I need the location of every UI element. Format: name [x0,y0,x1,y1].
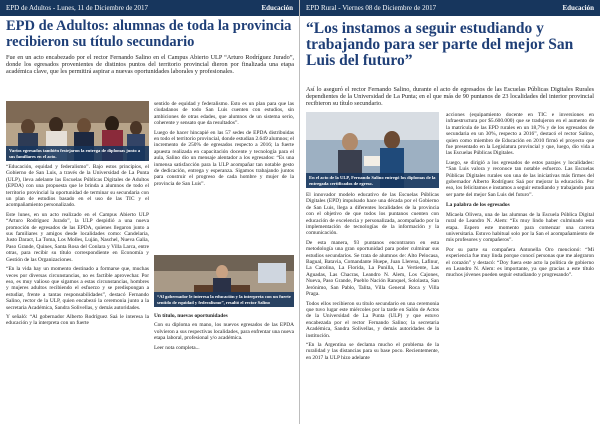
left-header-section: Educación [261,4,293,12]
left-col1-paragraph: Este lunes, en un acto realizado en el Campus Abierto ULP “Arturo Rodríguez Jurado”, la ULP despidió a una nueva promoción de egresados de las EPDA, quienes llegaron junto a sus familiares y amigos desde localidades como: Candelaria, Justo Daract, La Toma, Los Molles, Luján, Naschel, Nueva Galia, Paso Grande, Quines, Santa Rosa del Conlara y Villa Larca, entre otras, para recibir su título correspondiente en Economía y Gestión de las Organizaciones. [6,211,149,263]
left-column-2 [154,101,294,253]
left-article-title: EPD de Adultos: alumnas de toda la provincia recibieron su título secundario [6,18,292,50]
right-subheading: La palabra de los egresados [446,202,510,209]
right-col1-paragraph: Todos ellos recibieron su título secundario en una ceremonia que tuvo lugar este miércoles por la tarde en Salón de Actos de la Universidad de La Punta (ULP) y que estuvo encabezada por el rector Fernando Salino; la secretaria Académica, Sandra Solivellas, y demás autoridades de la institución. [306,300,439,339]
right-column-2 [446,112,594,422]
right-page [300,0,600,424]
right-col2b-paragraph: Por su parte su compañera Antonella Oro mencionó: “Mi experiencia fue muy linda porque conocí personas que me alegraron el corazón” y destacó: “Doy fuera este acto la política de gobierno en Leandro N. Alem: es importante, ya que gracias a este título muchos jóvenes pueden seguir estudiando y progresando”. [446,246,594,279]
right-article-title: “Los instamos a seguir estudiando y trabajando para ser parte del mejor San Luis del futuro” [306,20,574,69]
left-photo2-caption: “Al gobernador le interesa la educación y la interpreta con un fuerte sentido de equidad y federalismo”, resaltó el rector Salino [154,292,294,307]
right-header-section: Educación [562,4,594,12]
right-column-1 [306,192,439,422]
right-photo-caption: En el acto de la ULP, Fernando Salino entregó los diplomas de la entregada certificados de egreso. [306,173,439,188]
left-photo-graduates [6,101,149,161]
left-column-2b [154,309,294,422]
right-article-lead: Así lo aseguró el rector Fernando Salino, durante el acto de egresados de las Escuelas Públicas Digitales Rurales dependientes de la Universidad de La Punta; en el que más de 90 puntanos de 23 localidades del interior provincial recibieron su título secundario. [306,86,594,108]
left-col2-paragraph: Luego de hacer hincapié en las 57 sedes de EPDA distribuidas en todo el territorio provincial, donde estudian 2.649 alumnos; el incremento de 250% de egresados respecto a 2016; la fuerte apuesta realizada en capacitación docente y tecnología para el aula, Salino dio un mensaje alentador a los egresados: “Es una inmensa satisfacción para la ULP acompañar tan notable gesto de dedicación, entrega y esperanza. Sigamos trabajando juntos para construir el progreso de cada hombre y mujer de la provincia de San Luis”. [154,129,294,187]
left-col1-paragraph: Y señaló: “Al gobernador Alberto Rodríguez Saá le interesa la educación y la interpreta con un fuerte [6,313,149,327]
right-col1-paragraph: De esta manera, 93 puntanos encontraron en esta metodología una gran oportunidad para poder culminar sus estudios secundarios. Se trata de alumnos de: Alto Pelocasa, Bagual, Batavia, Comandante Huepe, Juan Llerena, Lafinur, La Carolina, La Florida, La Punilla, La Vertiente, Las Aguadas, Las Chacras, Leandro N. Alem, Los Cajones, Nueva, Paso Grande, Pueblo Nación Ranquel, Sololasta, San Jerónimo, San Pablo, Talita, Villa General Roca y Villa Praga. [306,239,439,298]
right-col1-paragraph: “En la Argentina se declama mucho el problema de la ruralidad y las distancias para su base poco. Recientemente, en 2017 la ULP hizo adelante [306,341,439,361]
left-col1-paragraph: “En la vida hay un momento destinado a formarse que, muchas veces por diversas circunstancias, no es factible aprovechar. Por eso, es muy valioso que sigamos a estas circunstancias, hombres y mujeres adultos recibiendo el esfuerzo y se predispongan a estudiar, frente a tantas responsabilidades”, destacó Fernando Salino, rector de la ULP, quien encabezó la ceremonia junto a la secretaria Académica, Sandra Solivellas, y demás autoridades. [6,266,149,311]
left-col2-paragraph: sentido de equidad y federalismo. Esto es un plan para que las ciudadanos de todo San Luis cuenten con estudios, sin ambiciones de otras edades, que alumnos de un sistema serio, coherente y sensato que da resultados”. [154,101,294,127]
left-page-header [0,0,299,16]
right-header-info: EPD Rural - Viernes 08 de Diciembre de 2017 [306,4,437,12]
right-page-header [300,0,600,16]
right-col1-paragraph: El innovador modelo educativo de las Escuelas Públicas Digitales (EPD) impulsado hace una década por el Gobierno de San Luis, llega a diferentes localidades de la provincia con el objetivo de que todos los puntanos cuenten con educación de excelencia y personalizada, acompañado por la implementación de tecnologías de la información y la comunicación. [306,192,439,237]
left-column-1 [6,164,149,422]
right-col2-paragraph: Luego, se dirigió a los egresados de estos parajes y localidades: “San Luis valora y reconoce tan notable esfuerzo. Las Escuelas Públicas Digitales rurales son una de las iniciativas más firmes del gobernador Alberto Rodríguez Saá por mejorar la educación. Por eso, los felicitamos e instamos a seguir estudiando y trabajando para ser parte del mejor San Luis del futuro”. [446,159,594,198]
left-header-info: EPD de Adultos - Lunes, 11 de Diciembre de 2017 [6,4,149,12]
right-col2-paragraph: acciones (equipamiento docente en TIC e inversiones en infraestructura por $5.600.000) que se tradujeron en el aumento de la matrícula de las EPD rurales en un 18,7% y de los egresados de secundaria en un 30%, respecto a 2016”, destacó el rector Salino, quien como miembro de Educación en 2010 firmó el proyecto que fue presentado en la Legislatura provincial y que, luego, dio vida a las Escuelas Públicas Digitales. [446,112,594,157]
left-col1-paragraph: “Educación, equidad y federalismo”. Bajo estos principios, el Gobierno de San Luis, a través de la Universidad de La Punta (ULP), lleva adelante las Escuelas Públicas Digitales de Adultos (EPDA) con una propuesta que le brinda a alumnos de todo el territorio provincial la oportunidad de terminar su secundaria con un plan de estudios basado en el uso de las TIC y el acompañamiento personalizado. [6,164,149,209]
left-col2b-paragraph: Con su diploma en mano, los nuevos egresados de las EPDA volvieron a sus respectivas localidades, para enfrentar una nueva etapa laboral, profesional y/o académica. [154,322,294,342]
left-subheading: Un título, nuevas oportunidades [154,313,228,319]
left-photo-rector [154,255,294,307]
left-photo1-caption: Varios egresados también festejaron la entrega de diplomas junto a sus familiares en el acto. [6,146,149,161]
left-article-lead: Fue en un acto encabezado por el rector Fernando Salino en el Campus Abierto ULP “Arturo Rodríguez Jurado”, donde los egresados provenientes de distintos puntos del territorio provincial dieron por finalizada una etapa académica clave, que les permitirá aspirar a nuevas oportunidades laborales y profesionales. [6,54,294,76]
left-read-more: Leer nota completa... [154,344,200,351]
right-photo-ceremony [306,112,439,188]
right-col2b-paragraph: Micaela Olivera, una de las alumnas de la Escuela Pública Digital rural de Leandro N. Alem: “Es muy lindo haber culminado esta etapa. Espero este momento para comenzar una carrera universitaria. Estuvo habitual solo por la San el acompañamiento de mis profesores y compañeros”. [446,211,594,244]
